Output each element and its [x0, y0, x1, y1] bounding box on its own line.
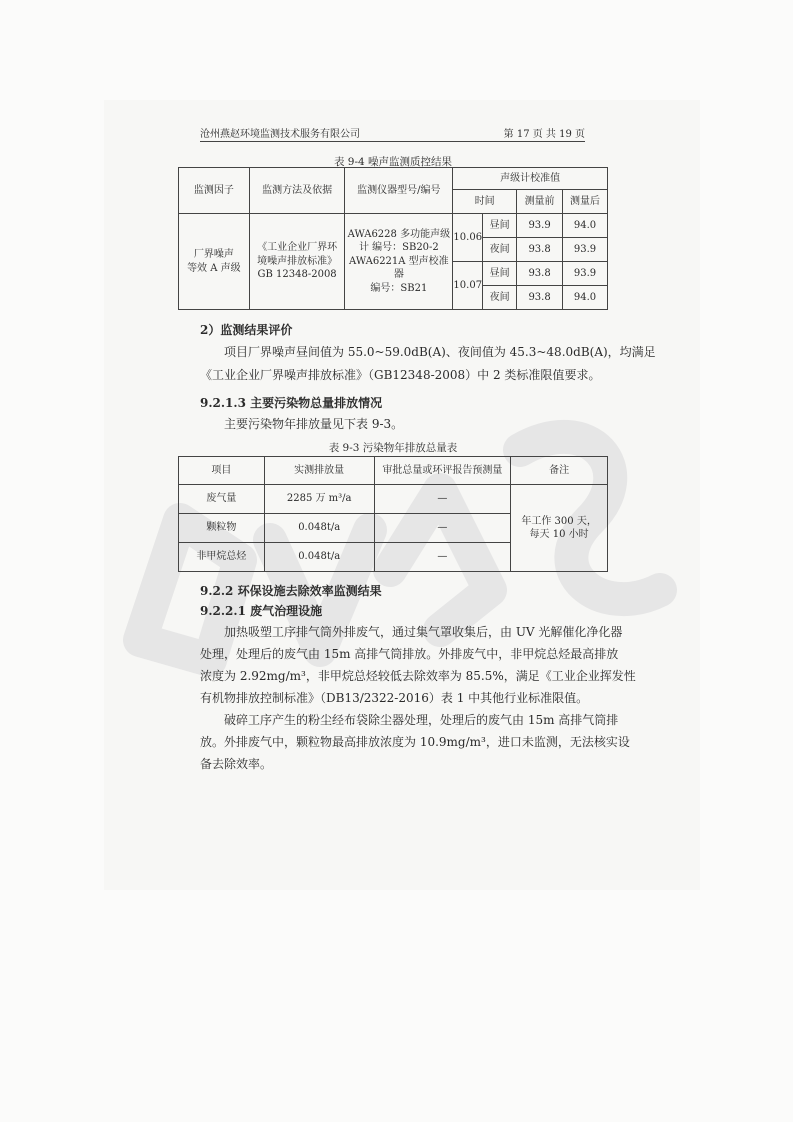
- instrument-cell: [345, 214, 453, 310]
- remark-line: 每天 10 小时: [529, 529, 589, 540]
- header-approved: 审批总量或环评报告预测量: [374, 457, 511, 485]
- approved-cell: —: [374, 514, 511, 543]
- item-cell: 废气量: [179, 485, 265, 514]
- after-cell: 93.9: [563, 238, 608, 262]
- eval-heading: 2）监测结果评价: [200, 323, 293, 337]
- para1-line: 加热吸塑工序排气筒外排废气，通过集气罩收集后，由 UV 光解催化净化器: [224, 625, 623, 639]
- method-line: GB 12348-2008: [257, 269, 337, 281]
- before-cell: 93.8: [517, 238, 563, 262]
- para1-line: 浓度为 2.92mg/m³，非甲烷总烃较低去除效率为 85.5%，满足《工业企业挥发性: [200, 669, 636, 683]
- para2-line: 备去除效率。: [200, 757, 273, 771]
- remark-line: 年工作 300 天，: [521, 515, 597, 527]
- item-cell: 颗粒物: [179, 514, 265, 543]
- method-line: 《工业企业厂界环: [257, 242, 338, 254]
- method-cell: [249, 214, 345, 310]
- before-cell: 93.8: [517, 262, 563, 286]
- para1-line: 有机物排放控制标准》（DB13/2322-2016）表 1 中其他行业标准限值。: [200, 691, 589, 705]
- approved-cell: —: [374, 485, 511, 514]
- before-cell: 93.9: [517, 214, 563, 238]
- instrument-line: 编号：SB21: [370, 282, 428, 294]
- table-9-4-caption: 表 9-4 噪声监测质控结果: [333, 156, 453, 168]
- item-cell: 非甲烷总烃: [179, 543, 265, 572]
- section-9213-heading: 9.2.1.3 主要污染物总量排放情况: [200, 396, 383, 410]
- eval-line: 项目厂界噪声昼间值为 55.0~59.0dB(A)、夜间值为 45.3~48.0dB(A)，均满足: [224, 345, 656, 359]
- header-item: 项目: [179, 457, 265, 485]
- after-cell: 93.9: [563, 262, 608, 286]
- factor-cell: [179, 214, 250, 310]
- header-instrument: 监测仪器型号/编号: [345, 168, 453, 214]
- date-cell: 10.06: [453, 214, 483, 262]
- instrument-line: AWA6228 多功能声级: [347, 228, 451, 240]
- date-cell: 10.07: [453, 262, 483, 310]
- section-9221-heading: 9.2.2.1 废气治理设施: [200, 604, 323, 618]
- eval-line: 《工业企业厂界噪声排放标准》（GB12348-2008）中 2 类标准限值要求。: [200, 368, 601, 382]
- header-measured: 实测排放量: [264, 457, 374, 485]
- period-cell: 夜间: [483, 286, 517, 310]
- page-number: 第 17 页 共 19 页: [503, 129, 585, 140]
- value-cell: 2285 万 m³/a: [264, 485, 374, 514]
- table-9-3-caption: 表 9-3 污染物年排放总量表: [328, 442, 458, 454]
- noise-qc-table: [178, 167, 608, 310]
- factor-line: 厂界噪声: [193, 249, 234, 260]
- header-before: 测量前: [517, 190, 563, 214]
- section-9213-line: 主要污染物年排放量见下表 9-3。: [224, 417, 404, 431]
- header-method: 监测方法及依据: [249, 168, 345, 214]
- header-after: 测量后: [563, 190, 608, 214]
- section-922-heading: 9.2.2 环保设施去除效率监测结果: [200, 584, 382, 598]
- before-cell: 93.8: [517, 286, 563, 310]
- header-factor: 监测因子: [179, 168, 250, 214]
- company-name: 沧州燕赵环境监测技术服务有限公司: [200, 129, 360, 140]
- period-cell: 夜间: [483, 238, 517, 262]
- after-cell: 94.0: [563, 214, 608, 238]
- instrument-line: AWA6221A 型声校准器: [349, 255, 449, 281]
- header-calibration: 声级计校准值: [453, 168, 608, 190]
- para2-line: 放。外排废气中，颗粒物最高排放浓度为 10.9mg/m³，进口未监测，无法核实设: [200, 735, 630, 749]
- remark-cell: [511, 485, 608, 572]
- page-header: [200, 123, 585, 142]
- header-time: 时间: [453, 190, 517, 214]
- method-line: 境噪声排放标准》: [257, 255, 338, 267]
- para1-line: 处理，处理后的废气由 15m 高排气筒排放。外排废气中，非甲烷总烃最高排放: [200, 647, 619, 661]
- period-cell: 昼间: [483, 214, 517, 238]
- value-cell: 0.048t/a: [264, 514, 374, 543]
- para2-line: 破碎工序产生的粉尘经布袋除尘器处理，处理后的废气由 15m 高排气筒排: [224, 713, 619, 727]
- instrument-line: 计 编号：SB20-2: [358, 242, 439, 254]
- value-cell: 0.048t/a: [264, 543, 374, 572]
- approved-cell: —: [374, 543, 511, 572]
- after-cell: 94.0: [563, 286, 608, 310]
- factor-line: 等效 A 声级: [187, 262, 241, 274]
- period-cell: 昼间: [483, 262, 517, 286]
- header-remark: 备注: [511, 457, 608, 485]
- emission-total-table: [178, 456, 608, 572]
